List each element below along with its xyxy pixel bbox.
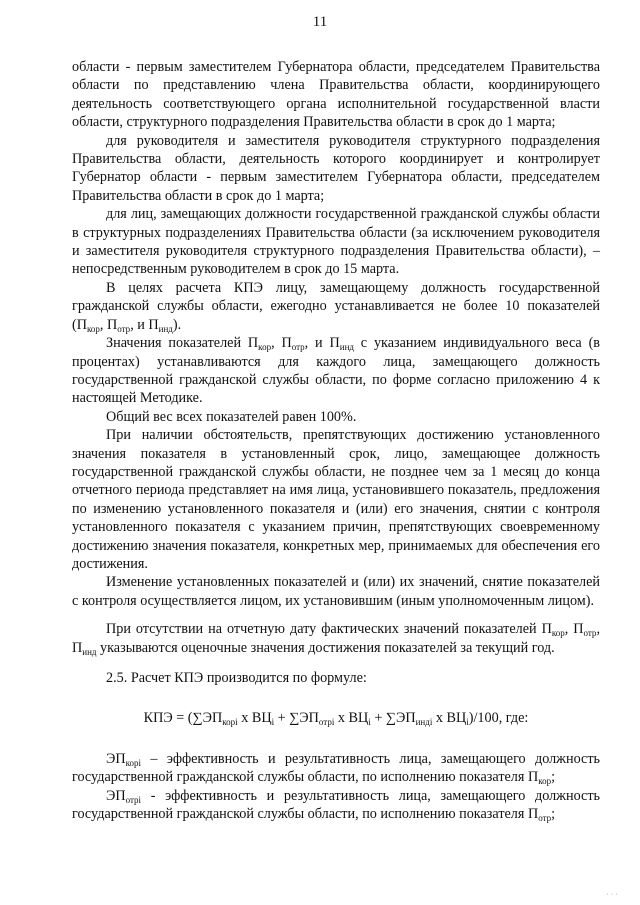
scan-corner-mark: · · · bbox=[606, 890, 618, 899]
paragraph-department-head: для руководителя и заместителя руководителя структурного подразделения Правительства области, деятельность которого координирует и контролирует Губернатор области - первым заместителем Губернатора области, председателем Правительства области в срок до 1 марта; bbox=[72, 132, 600, 204]
paragraph-indicator-values: Значения показателей $П_{кор}$, $П_{отр}$, и $П_{инд}$ с указанием индивидуального веса (в процентах) устанавливаются для каждого лица, замещающего должность государственной гражданской службы области, по форме согласно приложению 4 к настоящей Методике. bbox=[72, 335, 600, 407]
kpe-formula: КПЭ = ($\sum ЭП_{корi}$ х $ВЦ_i + \sum ЭП_{отрi}$ х $ВЦ_i + \sum ЭП_{индi}$ х $ВЦ_i)/100$, где: bbox=[143, 710, 529, 728]
page-number: 11 bbox=[312, 14, 328, 30]
paragraph-definition-ep-otr: $ЭП_{отрi}$ - эффективность и результативность лица, замещающего должность государственной гражданской службы области, по исполнению показателя $П_{отр}$; bbox=[72, 787, 600, 824]
paragraph-calculation-intro: 2.5. Расчет КПЭ производится по формуле: bbox=[106, 670, 367, 686]
document-body bbox=[72, 58, 600, 823]
paragraph-total-weight: Общий вес всех показателей равен 100%. bbox=[106, 408, 357, 425]
paragraph-civil-servants: для лиц, замещающих должности государственной гражданской службы области в структурных подразделениях Правительства области (за исключением руководителя и заместителя руководителя структурного подразделения Правительства области), – непосредственным руководителем в срок до 15 марта. bbox=[72, 206, 600, 278]
paragraph-approval-first-deputy: области - первым заместителем Губернатора области, председателем Правительства области по представлению члена Правительства области, координирующего деятельность соответствующего органа исполнительной государственной власти области, структурного подразделения Правительства области в срок до 1 марта; bbox=[72, 59, 600, 131]
paragraph-obstacles: При наличии обстоятельств, препятствующих достижению установленного значения показателя в установленный срок, лицо, замещающее должность государственной гражданской службы области, не позднее чем за 1 месяц до конца отчетного периода представляет на имя лица, установившего показатель, предложения по изменению установленного показателя и (или) его значения, снятии с контроля установленного показателя с указанием причин, препятствующих своевременному достижению значения показателя, конкретных мер, принимаемых для обеспечения его достижения. bbox=[72, 427, 600, 572]
paragraph-indicator-changes: Изменение установленных показателей и (или) их значений, снятие показателей с контроля осуществляется лицом, их установившим (иным уполномоченным лицом). bbox=[72, 574, 600, 609]
paragraph-indicator-count: В целях расчета КПЭ лицу, замещающему должность государственной гражданской службы области, ежегодно устанавливается не более 10 показателей ($П_{кор}$, $П_{отр}$, и $П_{инд}$). bbox=[72, 279, 600, 334]
paragraph-estimated-values: При отсутствии на отчетную дату фактических значений показателей $П_{кор}$, $П_{отр}$, $П_{инд}$ указываются оценочные значения достижения показателей за текущий год. bbox=[72, 621, 600, 657]
paragraph-definition-ep-kor: $ЭП_{корi}$ – эффективность и результативность лица, замещающего должность государственной гражданской службы области, по исполнению показателя $П_{кор}$; bbox=[72, 750, 600, 787]
